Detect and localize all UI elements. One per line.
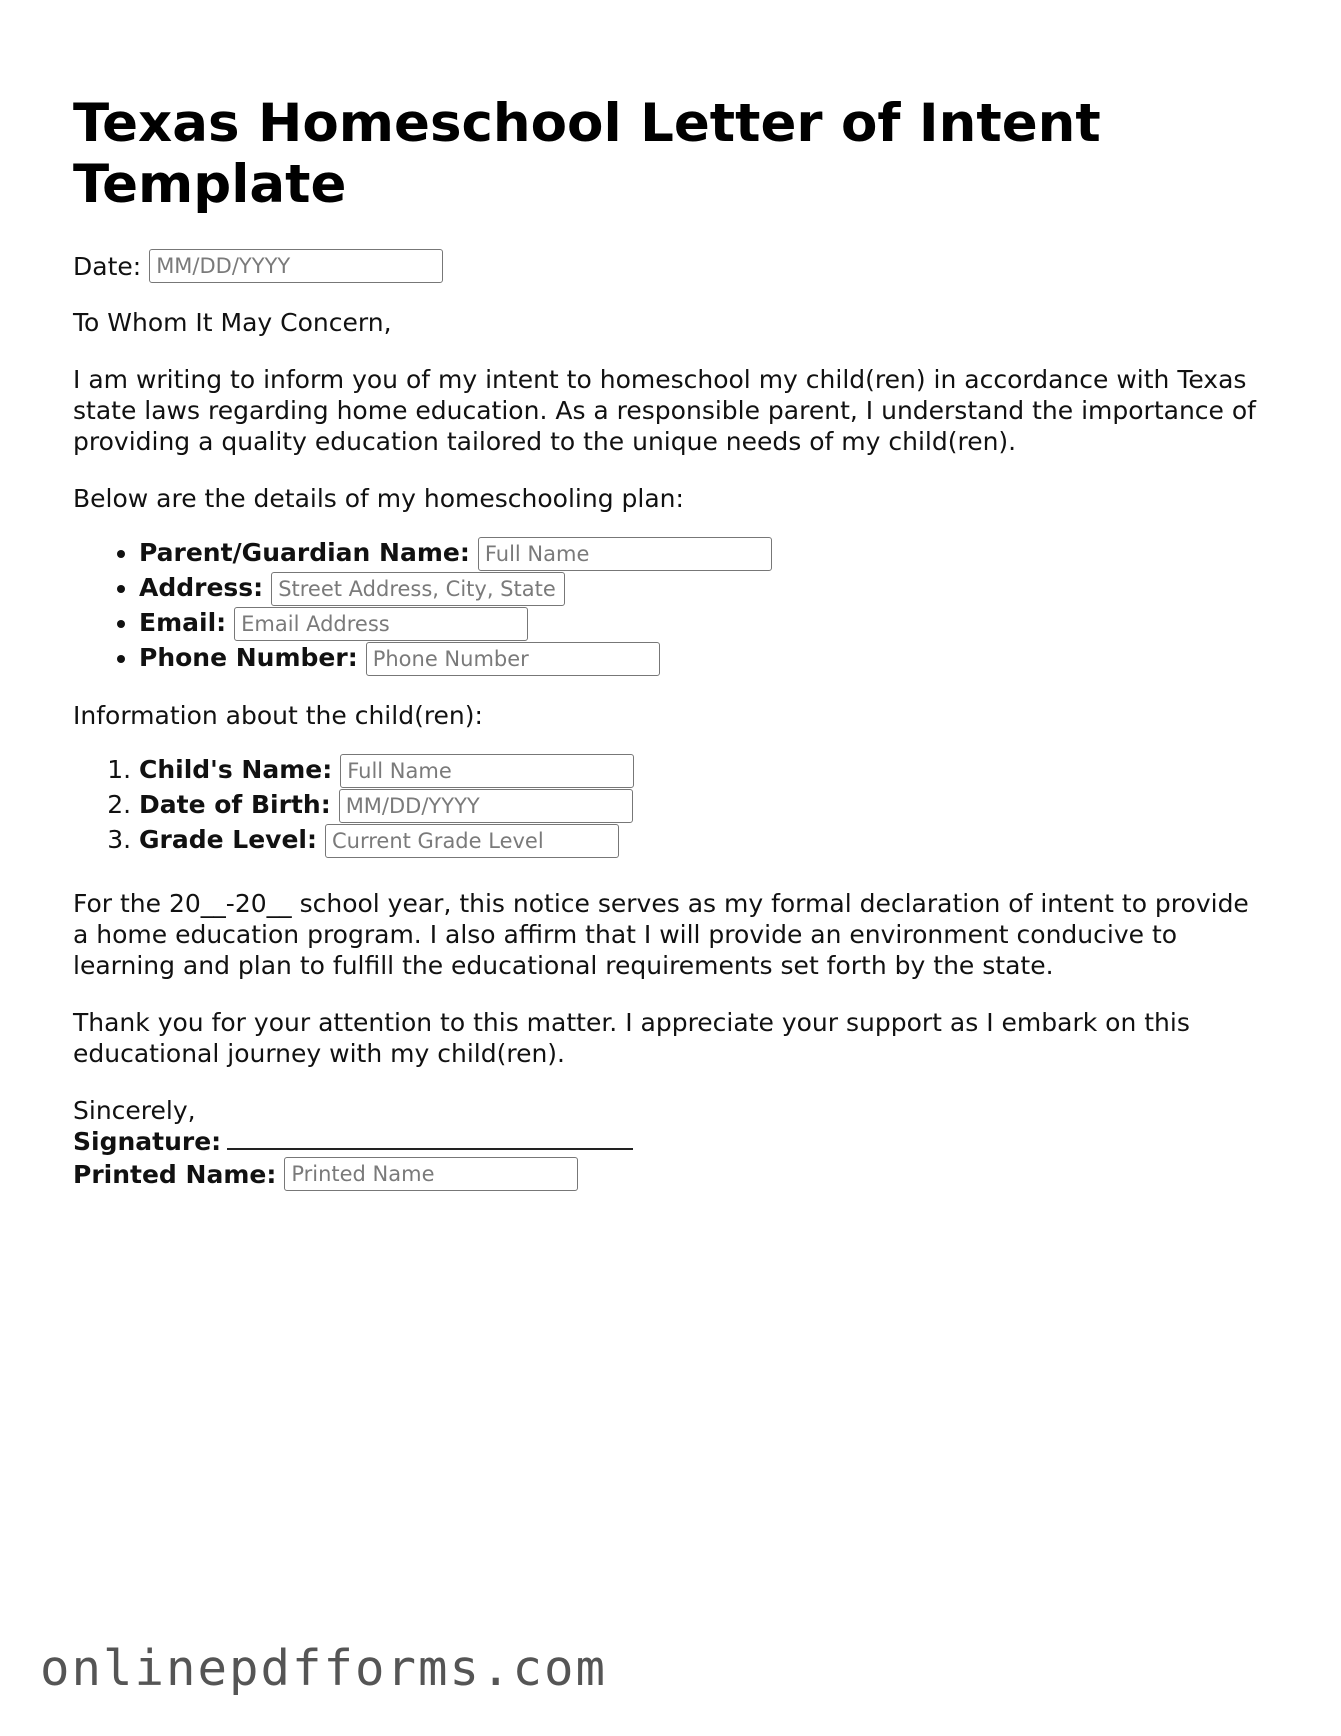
list-item-parent-name (139, 536, 1263, 571)
date-label: Date: (73, 251, 142, 281)
watermark: onlinepdfforms.com (40, 1640, 608, 1697)
parent-details-list (73, 536, 1263, 676)
child-name-input[interactable] (340, 754, 634, 788)
child-name-label: Child's Name: (139, 755, 333, 784)
school-year-paragraph: For the 20__-20__ school year, this notice serves as my formal declaration of intent to provide a home education program. I also affirm that I will provide an environment conducive to learning and plan to fulfill the educational requirements set forth by the state. (73, 889, 1249, 980)
letter-page (73, 93, 1263, 1191)
signature-line[interactable] (227, 1126, 633, 1150)
printed-name-input[interactable] (284, 1157, 578, 1191)
child-details-list (73, 753, 1263, 858)
child-intro: Information about the child(ren): (73, 701, 483, 730)
details-intro: Below are the details of my homeschooling plan: (73, 484, 684, 513)
grade-level-input[interactable] (325, 824, 619, 858)
list-item-address (139, 571, 1263, 606)
printed-name-label: Printed Name: (73, 1159, 277, 1189)
grade-level-label: Grade Level: (139, 825, 317, 854)
address-label: Address: (139, 573, 264, 602)
email-label: Email: (139, 608, 227, 637)
signature-row (73, 1126, 1263, 1157)
parent-name-label: Parent/Guardian Name: (139, 538, 470, 567)
date-of-birth-input[interactable] (339, 789, 633, 823)
list-item-grade-level (139, 823, 1263, 858)
date-row (73, 249, 1263, 283)
list-item-date-of-birth (139, 788, 1263, 823)
list-item-phone (139, 641, 1263, 676)
signature-label: Signature: (73, 1127, 222, 1156)
phone-label: Phone Number: (139, 643, 358, 672)
date-of-birth-label: Date of Birth: (139, 790, 331, 819)
list-item-email (139, 606, 1263, 641)
list-item-child-name (139, 753, 1263, 788)
date-input[interactable] (149, 249, 443, 283)
address-input[interactable] (271, 572, 565, 606)
parent-name-input[interactable] (478, 537, 772, 571)
printed-name-row (73, 1157, 1263, 1191)
thanks-paragraph: Thank you for your attention to this matter. I appreciate your support as I embark on this educational journey with my child(ren). (73, 1008, 1190, 1068)
page-title: Texas Homeschool Letter of Intent Template (73, 93, 1101, 215)
email-input[interactable] (234, 607, 528, 641)
intro-paragraph: I am writing to inform you of my intent to homeschool my child(ren) in accordance with Texas state laws regarding home education. As a responsible parent, I understand the importance of providing a quality education tailored to the unique needs of my child(ren). (73, 365, 1256, 456)
closing-block (73, 1095, 1263, 1191)
phone-input[interactable] (366, 642, 660, 676)
closing-text: Sincerely, (73, 1096, 196, 1125)
greeting: To Whom It May Concern, (73, 308, 392, 337)
